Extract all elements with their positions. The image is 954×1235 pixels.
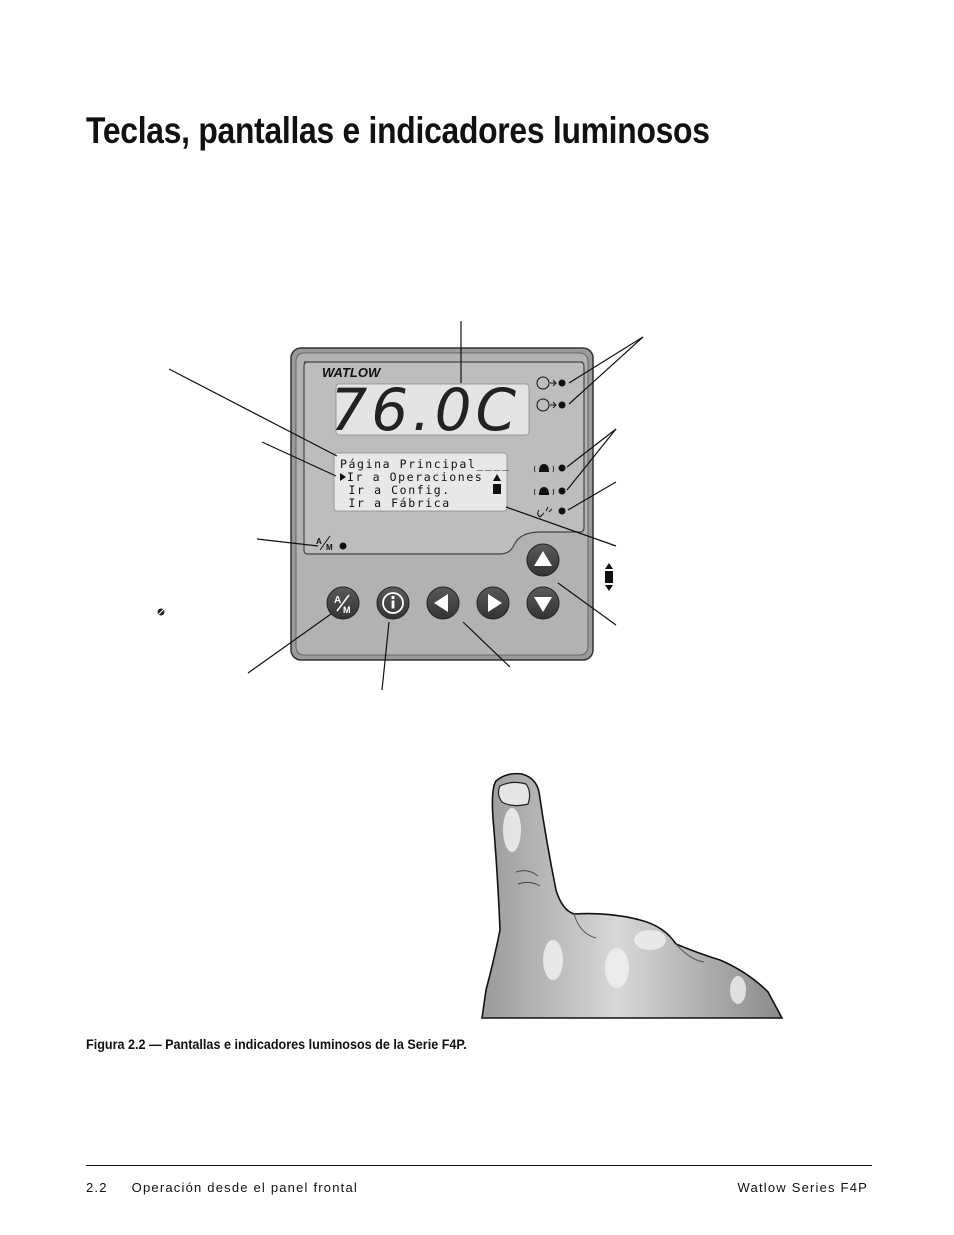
- footer-divider: [86, 1165, 872, 1166]
- am-led-icon: [340, 543, 347, 550]
- up-arrow-key[interactable]: [527, 544, 559, 576]
- pointing-hand-illustration: [482, 774, 782, 1018]
- output-1-icon: [559, 380, 566, 387]
- am-key[interactable]: [327, 587, 359, 619]
- left-arrow-key[interactable]: [427, 587, 459, 619]
- footer-section: Operación desde el panel frontal: [131, 1180, 358, 1195]
- lower-display: [334, 453, 510, 511]
- output-2-icon: [559, 402, 566, 409]
- svg-text:A: A: [316, 537, 322, 546]
- footer-product: Watlow Series F4P: [737, 1180, 868, 1195]
- upper-display: [330, 376, 529, 444]
- page-title: Teclas, pantallas e indicadores luminosos: [86, 110, 710, 151]
- alarm-2-icon: [559, 488, 566, 495]
- svg-text:M: M: [326, 543, 333, 552]
- lower-display-line-2: Ir a Operaciones: [347, 470, 484, 484]
- svg-text:M: M: [343, 605, 351, 615]
- right-arrow-key[interactable]: [477, 587, 509, 619]
- process-value-readout: 76.0C: [330, 376, 520, 444]
- lower-display-line-4: Ir a Fábrica: [340, 496, 451, 510]
- lower-display-line-3: Ir a Config.: [340, 483, 451, 497]
- figure-caption: Figura 2.2 — Pantallas e indicadores luminosos de la Serie F4P.: [86, 1036, 467, 1052]
- alarm-1-icon: [559, 465, 566, 472]
- down-arrow-key[interactable]: [527, 587, 559, 619]
- info-key[interactable]: [377, 587, 409, 619]
- scroll-symbol-icon: [605, 563, 613, 591]
- footer-left: [86, 1180, 358, 1195]
- svg-text:A: A: [334, 595, 342, 606]
- communications-icon: [559, 508, 566, 515]
- brand-logo: WATLOW: [322, 365, 381, 380]
- lower-display-line-1: Página Principal____: [340, 457, 511, 471]
- note-symbol-icon: [158, 609, 165, 616]
- footer-page-number: 2.2: [86, 1180, 108, 1195]
